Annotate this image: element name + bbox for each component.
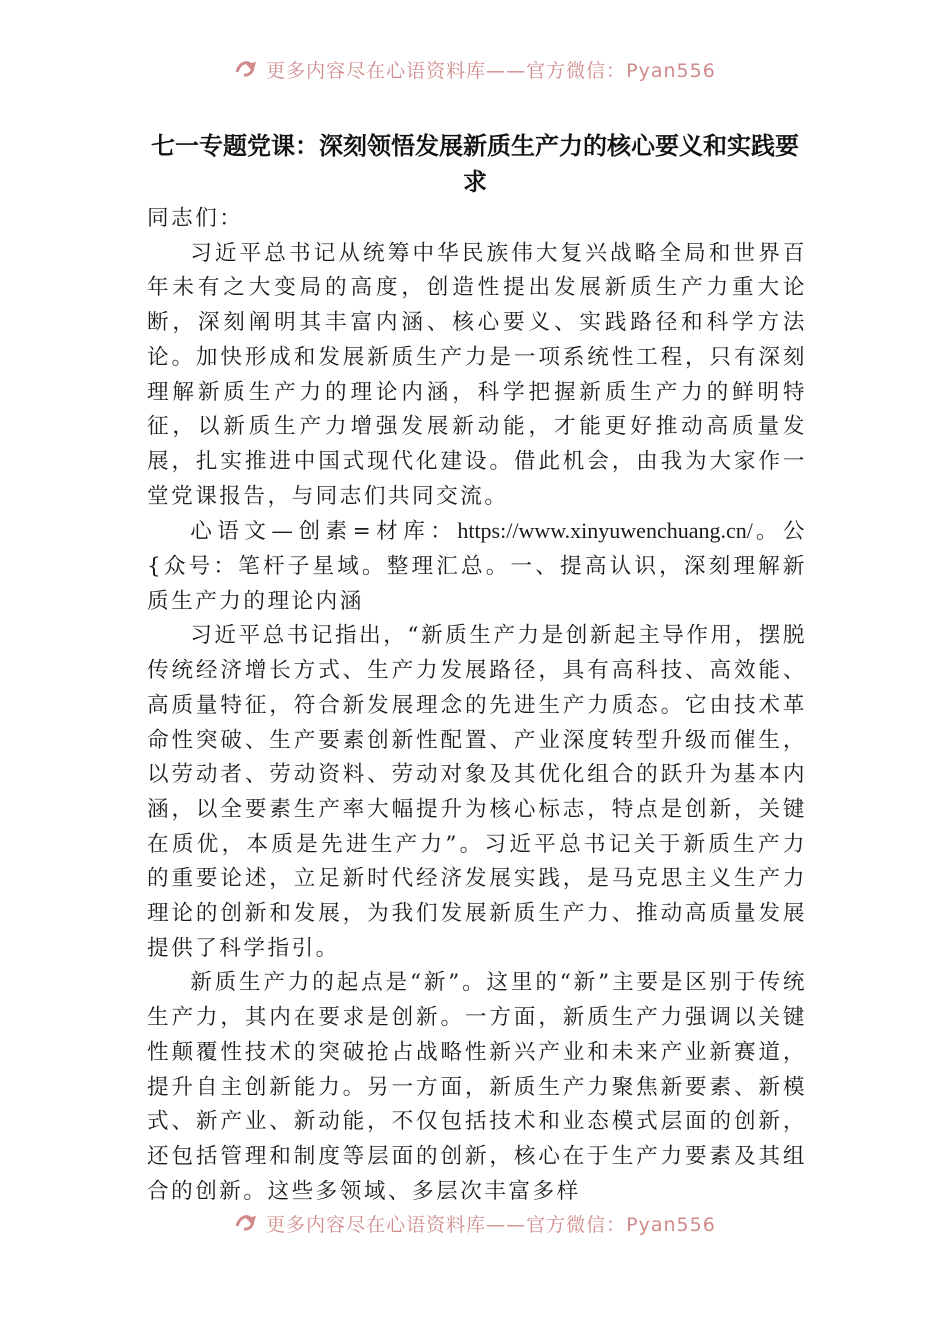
paragraph-2-suffix: 。公{众号：笔杆子星域。整理汇总。一、提高认识，深刻理解新质生产力的理论内涵 — [147, 519, 807, 614]
document-body — [147, 202, 807, 1209]
paragraph-3: 习近平总书记指出，“新质生产力是创新起主导作用，摆脱传统经济增长方式、生产力发展路径，具有高科技、高效能、高质量特征，符合新发展理念的先进生产力质态。它由技术革命性突破、生产要素创新性配置、产业深度转型升级而催生，以劳动者、劳动资料、劳动对象及其优化组合的跃升为基本内涵，以全要素生产率大幅提升为核心标志，特点是创新，关键在质优，本质是先进生产力”。习近平总书记关于新质生产力的重要论述，立足新时代经济发展实践，是马克思主义生产力理论的创新和发展，为我们发展新质生产力、推动高质量发展提供了科学指引。 — [147, 623, 807, 961]
paragraph-2 — [147, 514, 807, 619]
salutation: 同志们： — [147, 206, 244, 231]
source-url: https://www.xinyuwenchuang.cn/ — [457, 518, 753, 544]
watermark-text: 更多内容尽在心语资料库——官方微信：Pyan556 — [266, 59, 716, 82]
logo-icon — [234, 1212, 260, 1234]
paragraph-2-prefix: 心语文—创素=材库： — [190, 519, 458, 545]
page-title: 七一专题党课：深刻领悟发展新质生产力的核心要义和实践要求 — [151, 132, 799, 196]
watermark-text: 更多内容尽在心语资料库——官方微信：Pyan556 — [266, 1213, 716, 1236]
logo-icon — [234, 58, 260, 80]
watermark-banner-top — [0, 54, 950, 84]
paragraph-4: 新质生产力的起点是“新”。这里的“新”主要是区别于传统生产力，其内在要求是创新。一方面，新质生产力强调以关键性颠覆性技术的突破抢占战略性新兴产业和未来产业新赛道，提升自主创新能力。另一方面，新质生产力聚焦新要素、新模式、新产业、新动能，不仅包括技术和业态模式层面的创新，还包括管理和制度等层面的创新，核心在于生产力要素及其组合的创新。这些多领域、多层次丰富多样 — [147, 970, 807, 1204]
watermark-banner-bottom — [0, 1208, 950, 1238]
paragraph-1: 习近平总书记从统筹中华民族伟大复兴战略全局和世界百年未有之大变局的高度，创造性提出发展新质生产力重大论断，深刻阐明其丰富内涵、核心要义、实践路径和科学方法论。加快形成和发展新质生产力是一项系统性工程，只有深刻理解新质生产力的理论内涵，科学把握新质生产力的鲜明特征，以新质生产力增强发展新动能，才能更好推动高质量发展，扎实推进中国式现代化建设。借此机会，由我为大家作一堂党课报告，与同志们共同交流。 — [147, 240, 807, 509]
